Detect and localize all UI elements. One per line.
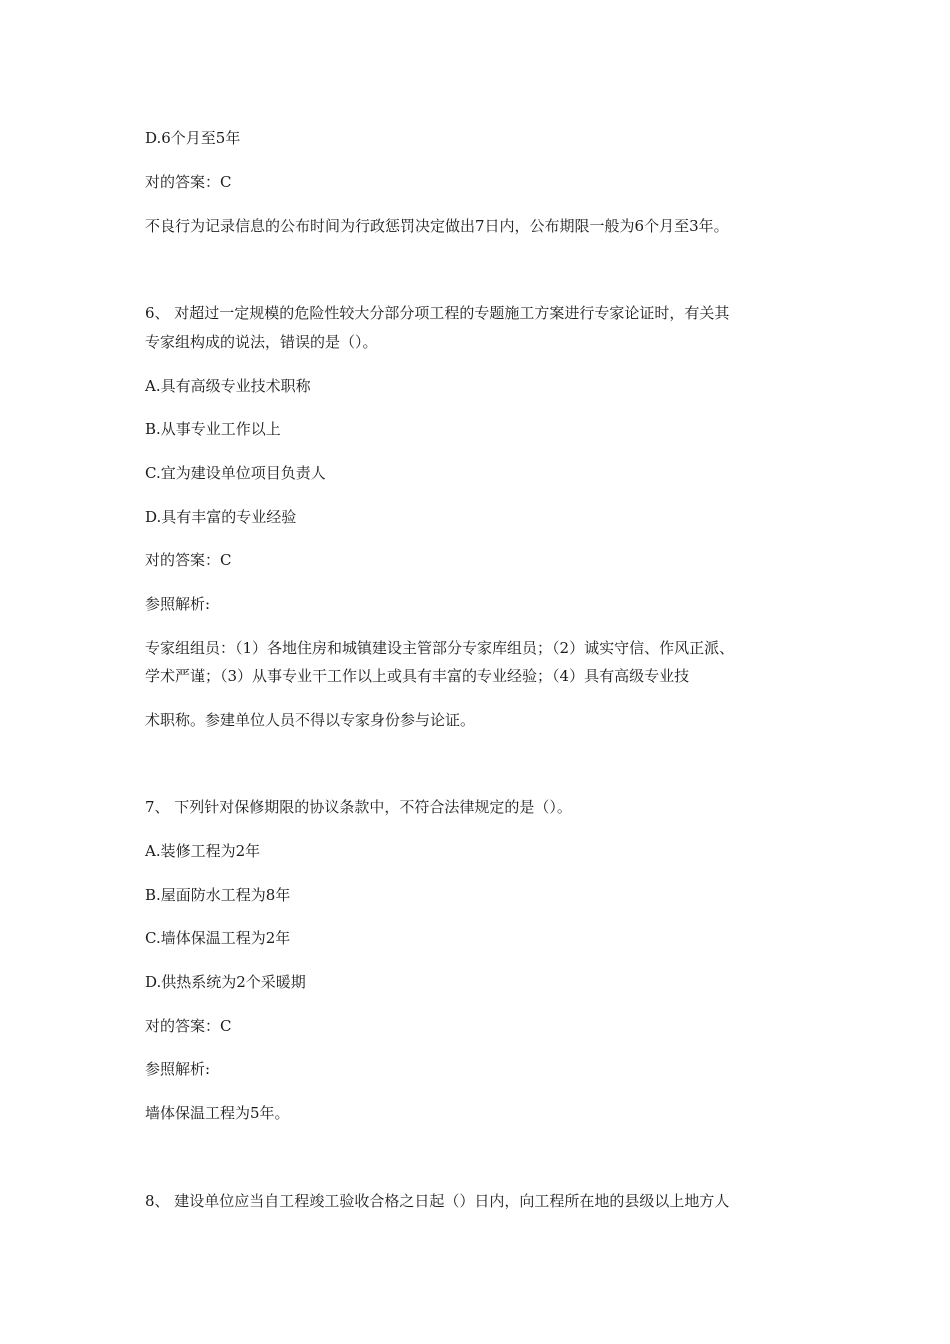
explanation-q5: 不良行为记录信息的公布时间为行政惩罚决定做出7日内，公布期限一般为6个月至3年。: [145, 217, 729, 235]
option-b-q6: B.从事专业工作以上: [145, 420, 281, 438]
analysis-q7: 墙体保温工程为5年。: [145, 1104, 290, 1122]
answer-q6: 对的答案：C: [145, 551, 232, 569]
analysis-label-q6: 参照解析:: [145, 595, 211, 613]
analysis-q6-line-3: 术职称。参建单位人员不得以专家身份参与论证。: [145, 711, 476, 729]
question-6-line-2: 专家组构成的说法，错误的是（）。: [145, 333, 378, 351]
answer-q5: 对的答案：C: [145, 173, 232, 191]
option-d-q5: D.6个月至5年: [145, 129, 241, 147]
question-6-line-1: 6、 对超过一定规模的危险性较大分部分项工程的专题施工方案进行专家论证时，有关其: [145, 304, 730, 322]
analysis-label-q7: 参照解析:: [145, 1060, 211, 1078]
option-d-q6: D.具有丰富的专业经验: [145, 508, 297, 526]
option-d-q7: D.供热系统为2个采暖期: [145, 973, 306, 991]
analysis-q6-line-1: 专家组组员：（1）各地住房和城镇建设主管部分专家库组员；（2）诚实守信、作风正派、: [145, 639, 735, 657]
option-c-q7: C.墙体保温工程为2年: [145, 929, 291, 947]
option-a-q6: A.具有高级专业技术职称: [145, 377, 311, 395]
option-c-q6: C.宜为建设单位项目负责人: [145, 464, 326, 482]
answer-q7: 对的答案：C: [145, 1017, 232, 1035]
option-a-q7: A.装修工程为2年: [145, 842, 261, 860]
question-7: 7、 下列针对保修期限的协议条款中，不符合法律规定的是（）。: [145, 798, 572, 816]
question-8-line-1: 8、 建设单位应当自工程竣工验收合格之日起（）日内，向工程所在地的县级以上地方人: [145, 1192, 730, 1210]
option-b-q7: B.屋面防水工程为8年: [145, 886, 291, 904]
analysis-q6-line-2: 学术严谨；（3）从事专业干工作以上或具有丰富的专业经验；（4）具有高级专业技: [145, 667, 690, 685]
